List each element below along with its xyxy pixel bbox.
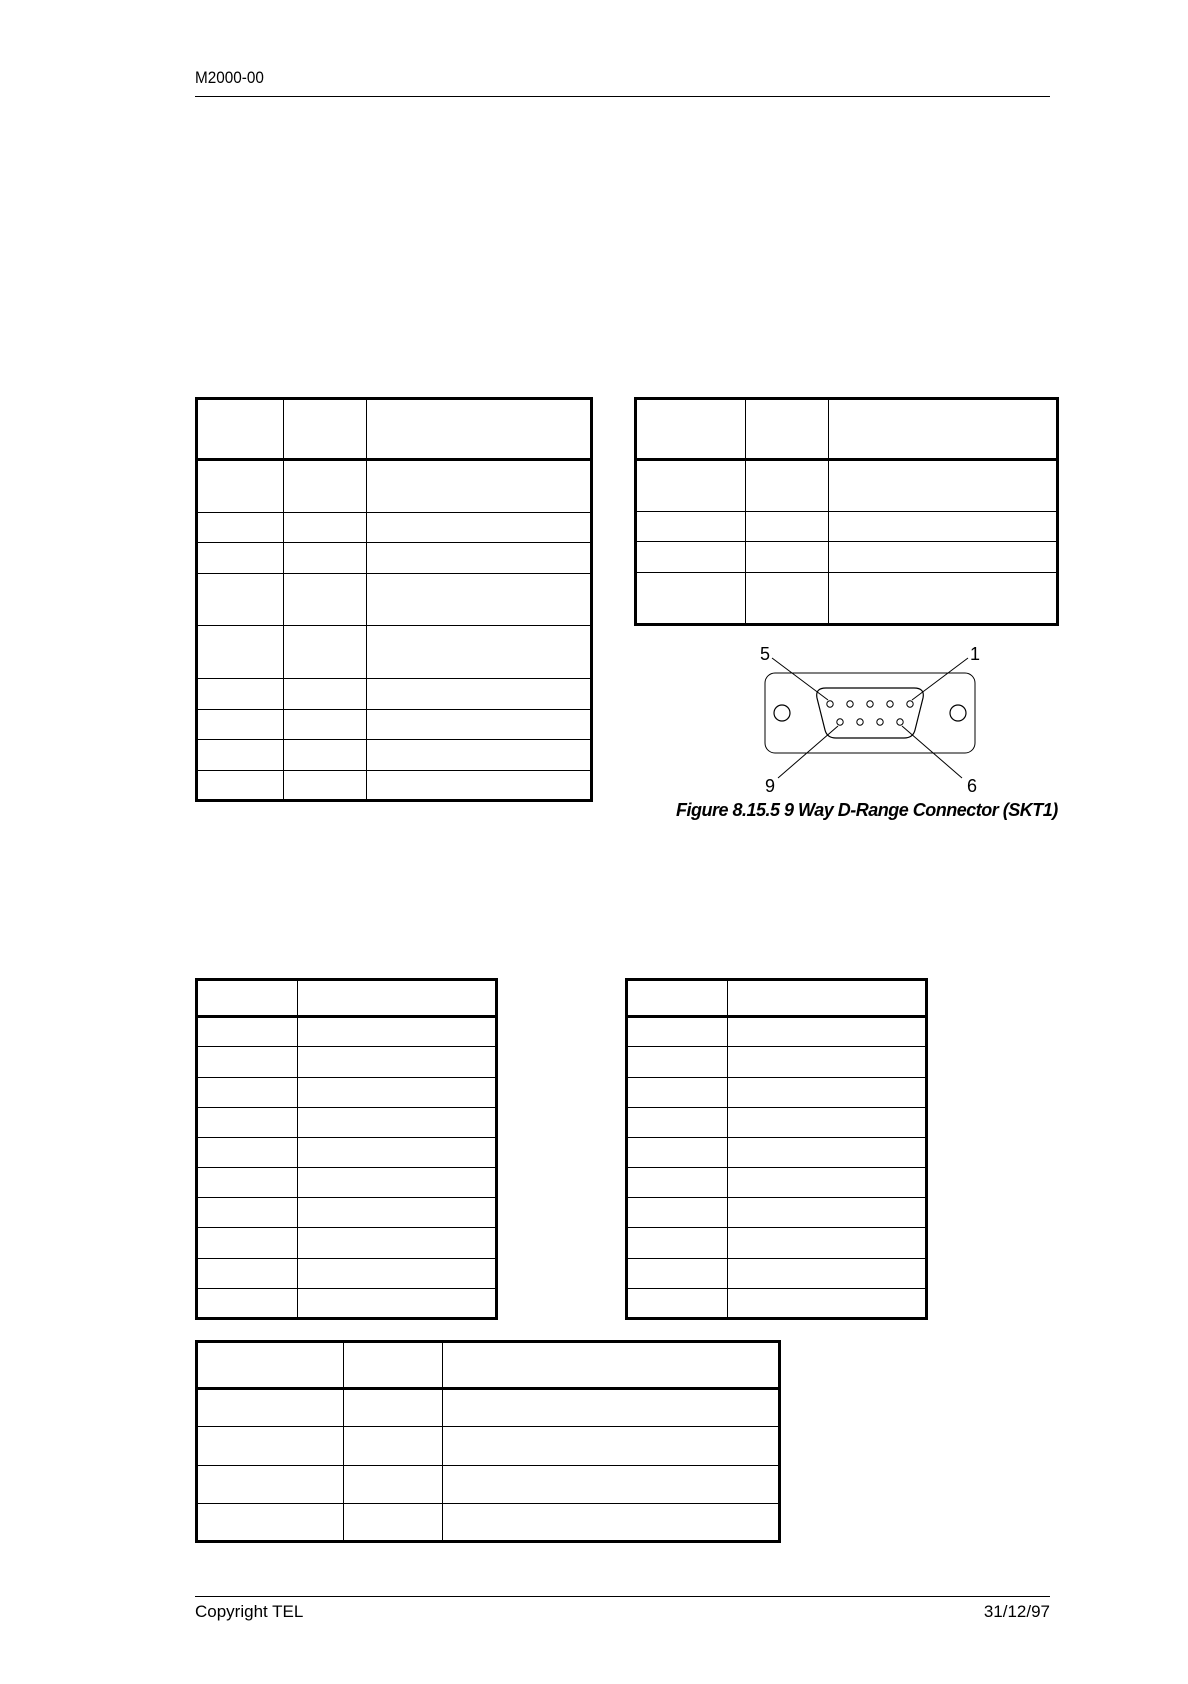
- footer-date: 31/12/97: [983, 1602, 1050, 1621]
- table-row: [197, 679, 592, 709]
- table-row: [197, 709, 592, 739]
- pin-table-middle-left: [195, 978, 498, 1320]
- table-row: [197, 512, 592, 542]
- table-row: [197, 1228, 497, 1258]
- table-row: [197, 626, 592, 679]
- table-row: [197, 1017, 497, 1047]
- table-row: [627, 1288, 927, 1318]
- table-row: [197, 770, 592, 800]
- mounting-hole-left: [774, 705, 790, 721]
- table-row: [197, 459, 592, 512]
- figure-caption: Figure 8.15.5 9 Way D-Range Connector (SKT1): [676, 800, 1058, 820]
- table-row: [636, 511, 1058, 541]
- table-row: [197, 543, 592, 573]
- table-row: [197, 1503, 780, 1541]
- table-header-row: [197, 1342, 780, 1389]
- pin-hole: [837, 719, 843, 725]
- pin-label-9: 9: [765, 776, 776, 795]
- connector-shell: [765, 673, 975, 753]
- table-row: [627, 1017, 927, 1047]
- table-row: [197, 1047, 497, 1077]
- table-row: [197, 1465, 780, 1503]
- leader-line-pin6: [902, 726, 962, 778]
- table-row: [197, 740, 592, 770]
- table-row: [627, 1258, 927, 1288]
- pin-label-5: 5: [760, 644, 771, 664]
- mounting-hole-right: [950, 705, 966, 721]
- footer-rule: [195, 1596, 1050, 1597]
- table-row: [627, 1168, 927, 1198]
- table-row: [636, 572, 1058, 624]
- table-row: [197, 1258, 497, 1288]
- leader-line-pin5: [772, 658, 828, 700]
- table-row: [636, 542, 1058, 572]
- table-header-row: [197, 980, 497, 1017]
- pin-table-bottom: [195, 1340, 781, 1543]
- d-range-connector-figure: [760, 640, 980, 795]
- pin-hole: [907, 701, 913, 707]
- pin-label-1: 1: [970, 644, 980, 664]
- table-header-row: [627, 980, 927, 1017]
- pin-hole: [867, 701, 873, 707]
- table-header-row: [197, 399, 592, 460]
- document-id: M2000-00: [195, 68, 264, 87]
- pin-table-middle-right: [625, 978, 928, 1320]
- pin-hole: [847, 701, 853, 707]
- table-row: [197, 1288, 497, 1318]
- pin-hole: [827, 701, 833, 707]
- pin-hole: [877, 719, 883, 725]
- header-rule: [195, 96, 1050, 97]
- pin-hole: [887, 701, 893, 707]
- table-row: [197, 1077, 497, 1107]
- copyright-text: Copyright TEL: [195, 1602, 304, 1621]
- pin-table-top-left: [195, 397, 593, 802]
- pin-hole: [897, 719, 903, 725]
- pin-label-6: 6: [967, 776, 978, 795]
- table-row: [197, 1389, 780, 1427]
- table-header-row: [636, 399, 1058, 460]
- table-row: [627, 1077, 927, 1107]
- table-row: [627, 1137, 927, 1167]
- leader-line-pin1: [912, 658, 968, 700]
- table-row: [636, 459, 1058, 511]
- table-row: [197, 1168, 497, 1198]
- table-row: [627, 1198, 927, 1228]
- table-row: [197, 1137, 497, 1167]
- pin-hole: [857, 719, 863, 725]
- table-row: [197, 1198, 497, 1228]
- leader-line-pin9: [778, 726, 838, 778]
- table-row: [197, 573, 592, 626]
- table-row: [197, 1427, 780, 1465]
- table-row: [197, 1107, 497, 1137]
- table-row: [627, 1228, 927, 1258]
- pin-table-top-right: [634, 397, 1059, 626]
- table-row: [627, 1107, 927, 1137]
- table-row: [627, 1047, 927, 1077]
